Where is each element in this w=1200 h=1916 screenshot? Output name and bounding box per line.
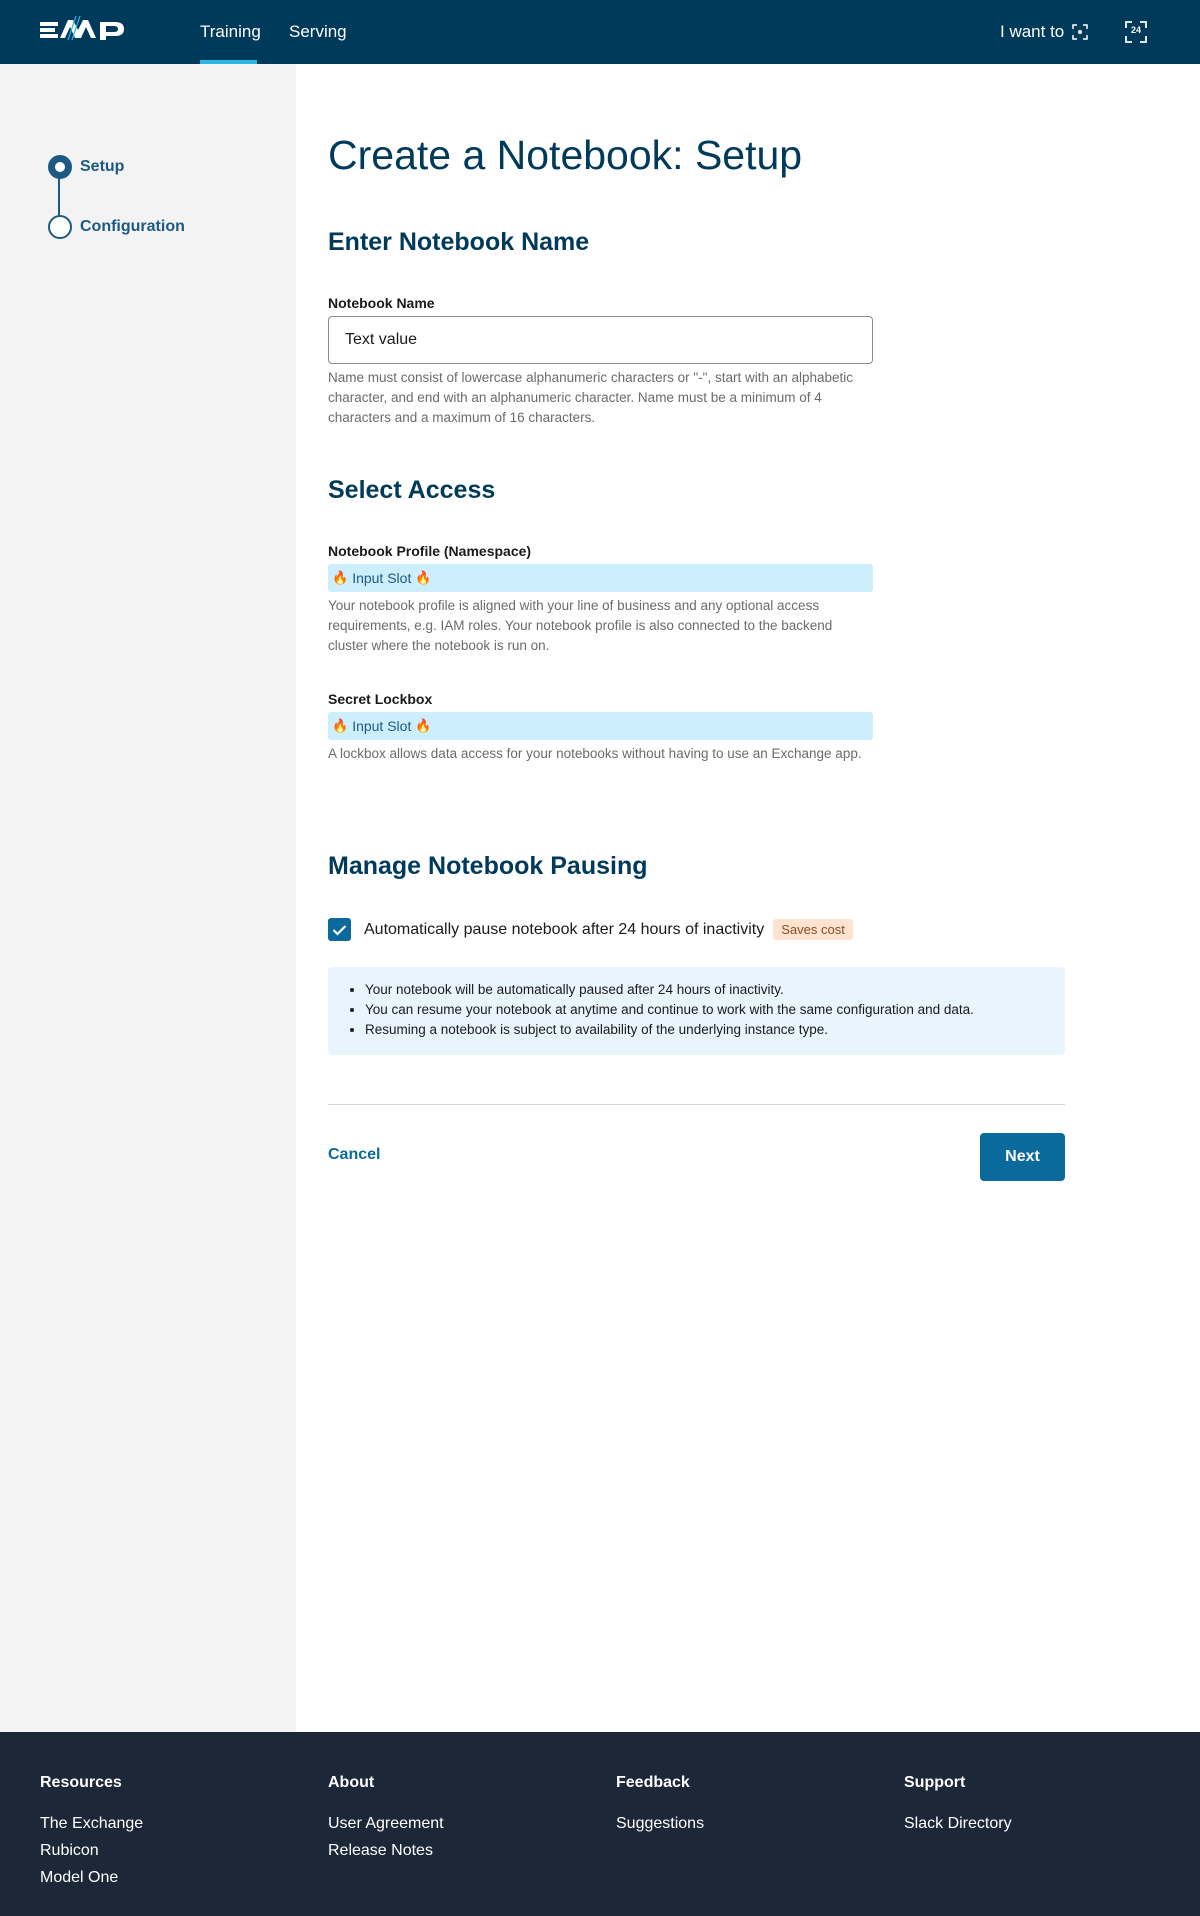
- emp-logo[interactable]: [40, 14, 140, 46]
- footer-column-support: [904, 1774, 1012, 1837]
- fire-icon: 🔥: [332, 718, 349, 733]
- auto-pause-label: Automatically pause notebook after 24 hours of inactivity: [364, 920, 765, 938]
- info-item: • You can resume your notebook at anytime and continue to work with the same configuration and data.: [365, 1000, 1065, 1020]
- auto-pause-checkbox[interactable]: [328, 918, 351, 941]
- step-configuration[interactable]: [48, 215, 185, 239]
- footer-link-user-agreement[interactable]: User Agreement: [328, 1815, 444, 1832]
- footer-link-the-exchange[interactable]: The Exchange: [40, 1815, 144, 1832]
- pausing-info-box: [328, 967, 1065, 1055]
- notebook-name-input[interactable]: [328, 316, 873, 364]
- next-button[interactable]: Next: [980, 1133, 1065, 1181]
- section-title-select-access: Select Access: [328, 476, 496, 504]
- checkmark-icon: [332, 924, 347, 936]
- scan-icon: [1072, 24, 1088, 40]
- step-inactive-indicator: [48, 215, 72, 239]
- section-title-notebook-pausing: Manage Notebook Pausing: [328, 852, 648, 880]
- saves-cost-badge: Saves cost: [773, 919, 853, 940]
- step-setup[interactable]: [48, 155, 124, 179]
- footer-link-model-one[interactable]: Model One: [40, 1869, 119, 1886]
- tab-serving[interactable]: Serving: [289, 22, 347, 41]
- notebook-profile-input-slot[interactable]: [328, 564, 873, 592]
- footer-link-slack-directory[interactable]: Slack Directory: [904, 1815, 1012, 1832]
- info-item: • Your notebook will be automatically paused after 24 hours of inactivity.: [365, 980, 1065, 1000]
- input-slot-label: Input Slot: [352, 718, 412, 734]
- footer-column-resources: [40, 1774, 143, 1891]
- step-connector: [58, 178, 60, 218]
- auto-pause-row: [328, 918, 853, 941]
- step-label: Setup: [80, 158, 125, 175]
- fire-icon: 🔥: [415, 570, 432, 585]
- notebook-profile-label: Notebook Profile (Namespace): [328, 543, 532, 559]
- footer-link-rubicon[interactable]: Rubicon: [40, 1842, 99, 1859]
- secret-lockbox-help: A lockbox allows data access for your notebooks without having to use an Exchange app.: [328, 746, 862, 761]
- footer-column-feedback: [616, 1774, 704, 1837]
- page-title: Create a Notebook: Setup: [328, 132, 803, 178]
- secret-lockbox-input-slot[interactable]: [328, 712, 873, 740]
- tab-training[interactable]: Training: [200, 0, 257, 64]
- secret-lockbox-label: Secret Lockbox: [328, 691, 433, 707]
- divider: [328, 1104, 1065, 1105]
- step-active-indicator: [48, 155, 72, 179]
- footer-link-suggestions[interactable]: Suggestions: [616, 1815, 705, 1832]
- footer-heading: Feedback: [616, 1774, 690, 1791]
- footer-link-release-notes[interactable]: Release Notes: [328, 1842, 433, 1859]
- input-slot-label: Input Slot: [352, 570, 412, 586]
- notebook-name-label: Notebook Name: [328, 295, 435, 311]
- footer-heading: Support: [904, 1774, 966, 1791]
- step-label: Configuration: [80, 218, 185, 235]
- i-want-to-menu[interactable]: [1000, 20, 1088, 44]
- cancel-link[interactable]: Cancel: [328, 1146, 381, 1163]
- notebook-name-help: Name must consist of lowercase alphanumeric characters or "-", start with an alphabetic character, and end with an alphanumeric character. Name must be a minimum of 4 characters and a maximum of 16 characters.: [328, 370, 854, 425]
- fire-icon: 🔥: [332, 570, 349, 585]
- footer-heading: About: [328, 1774, 375, 1791]
- info-item: • Resuming a notebook is subject to availability of the underlying instance type.: [365, 1020, 1065, 1040]
- footer-heading: Resources: [40, 1774, 122, 1791]
- fire-icon: 🔥: [415, 718, 432, 733]
- section-title-notebook-name: Enter Notebook Name: [328, 228, 590, 256]
- scan-badge-icon[interactable]: [1125, 21, 1147, 43]
- top-navigation-bar: [0, 0, 1200, 64]
- notebook-profile-help: Your notebook profile is aligned with your line of business and any optional access requirements, e.g. IAM roles. Your notebook profile is also connected to the backend cluster where the notebook is run on.: [328, 598, 833, 653]
- footer-column-about: [328, 1774, 444, 1864]
- notification-count: 24: [1130, 25, 1141, 35]
- sidebar-stepper: [0, 64, 296, 1732]
- i-want-to-label: I want to: [1000, 22, 1065, 41]
- footer: [0, 1732, 1200, 1916]
